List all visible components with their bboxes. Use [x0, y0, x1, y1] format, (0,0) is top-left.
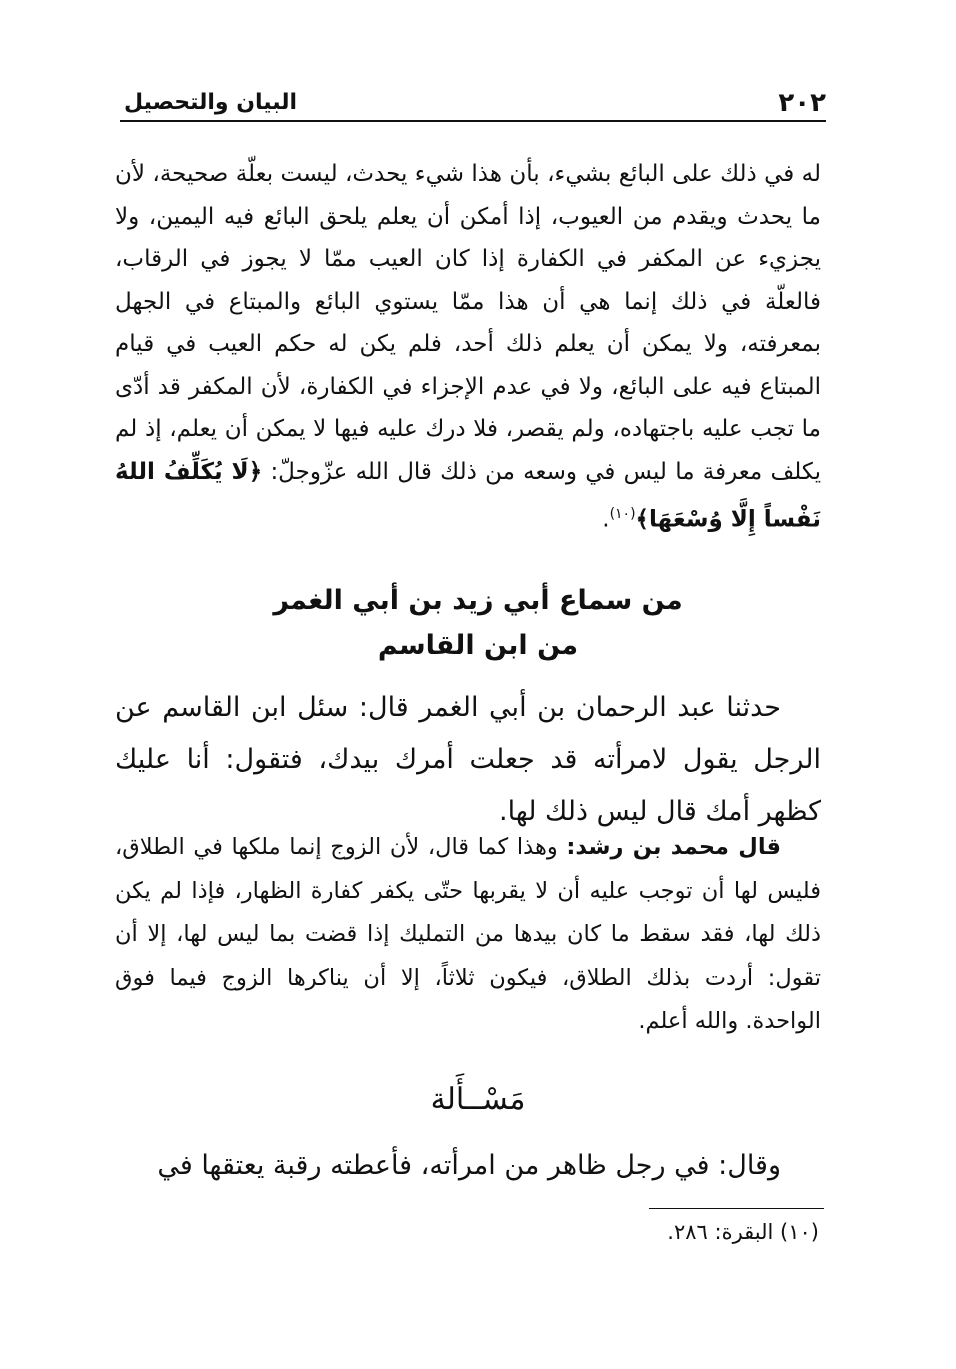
section-title-line1: من سماع أبي زيد بن أبي الغمر [273, 585, 683, 616]
quran-verse: ﴿لَا يُكَلِّفُ اللهُ نَفْساً إِلَّا وُسْعَهَا﴾ [115, 458, 821, 533]
sentence-end: . [602, 506, 610, 533]
page-header [120, 80, 826, 122]
commentary-text: وهذا كما قال، لأن الزوج إنما ملكها في الطلاق، فليس لها أن توجب عليه أن لا يقربها حتّى يكفر كفارة الظهار، فإذا لم يكن ذلك لها، فقد سقط ما كان بيدها من التمليك إذا قضت بما ليس لها، إلا أن تقول: أردت بذلك الطلاق، فيكون ثلاثاً، إلا أن يناكرها الزوج فيما فوق الواحدة. والله أعلم. [115, 834, 821, 1034]
question-paragraph: وقال: في رجل ظاهر من امرأته، فأعطته رقبة يعتقها في [157, 1150, 781, 1181]
footnote: (١٠) البقرة: ٢٨٦. [667, 1220, 819, 1244]
commentary-paragraph [115, 826, 821, 1044]
footnote-divider [649, 1208, 824, 1209]
narration-paragraph: حدثنا عبد الرحمان بن أبي الغمر قال: سئل ابن القاسم عن الرجل يقول لامرأته قد جعلت أمرك بيدك، فتقول: أنا عليك كظهر أمك قال ليس ذلك لها. [115, 692, 821, 827]
paragraph-continuation [115, 153, 821, 541]
masala-heading: مَسْــأَلة [430, 1082, 526, 1117]
footnote-reference: (١٠) [609, 506, 636, 522]
page-number: ٢٠٢ [778, 88, 826, 118]
running-title: البيان والتحصيل [124, 90, 298, 115]
section-title-line2: من ابن القاسم [377, 630, 579, 661]
commentator-name: قال محمد بن رشد: [566, 834, 781, 860]
paragraph-text: له في ذلك على البائع بشيء، بأن هذا شيء يحدث، ليست بعلّة صحيحة، لأن ما يحدث ويقدم من العيوب، إذا أمكن أن يعلم يلحق البائع فيه اليمين، ولا يجزيء عن المكفر في الكفارة إذا كان العيب ممّا لا يجوز في الرقاب، فالعلّة في ذلك إنما هي أن هذا ممّا يستوي البائع والمبتاع في الجهل بمعرفته، ولا يمكن أن يعلم ذلك أحد، فلم يكن له حكم العيب في قيام المبتاع فيه على البائع، ولا في عدم الإجزاء في الكفارة، لأن المكفر قد أدّى ما تجب عليه باجتهاده، ولم يقصر، فلا درك عليه فيها لا يمكن أن يعلم، إذ لم يكلف معرفة ما ليس في وسعه من ذلك قال الله عزّوجلّ: [115, 161, 821, 485]
